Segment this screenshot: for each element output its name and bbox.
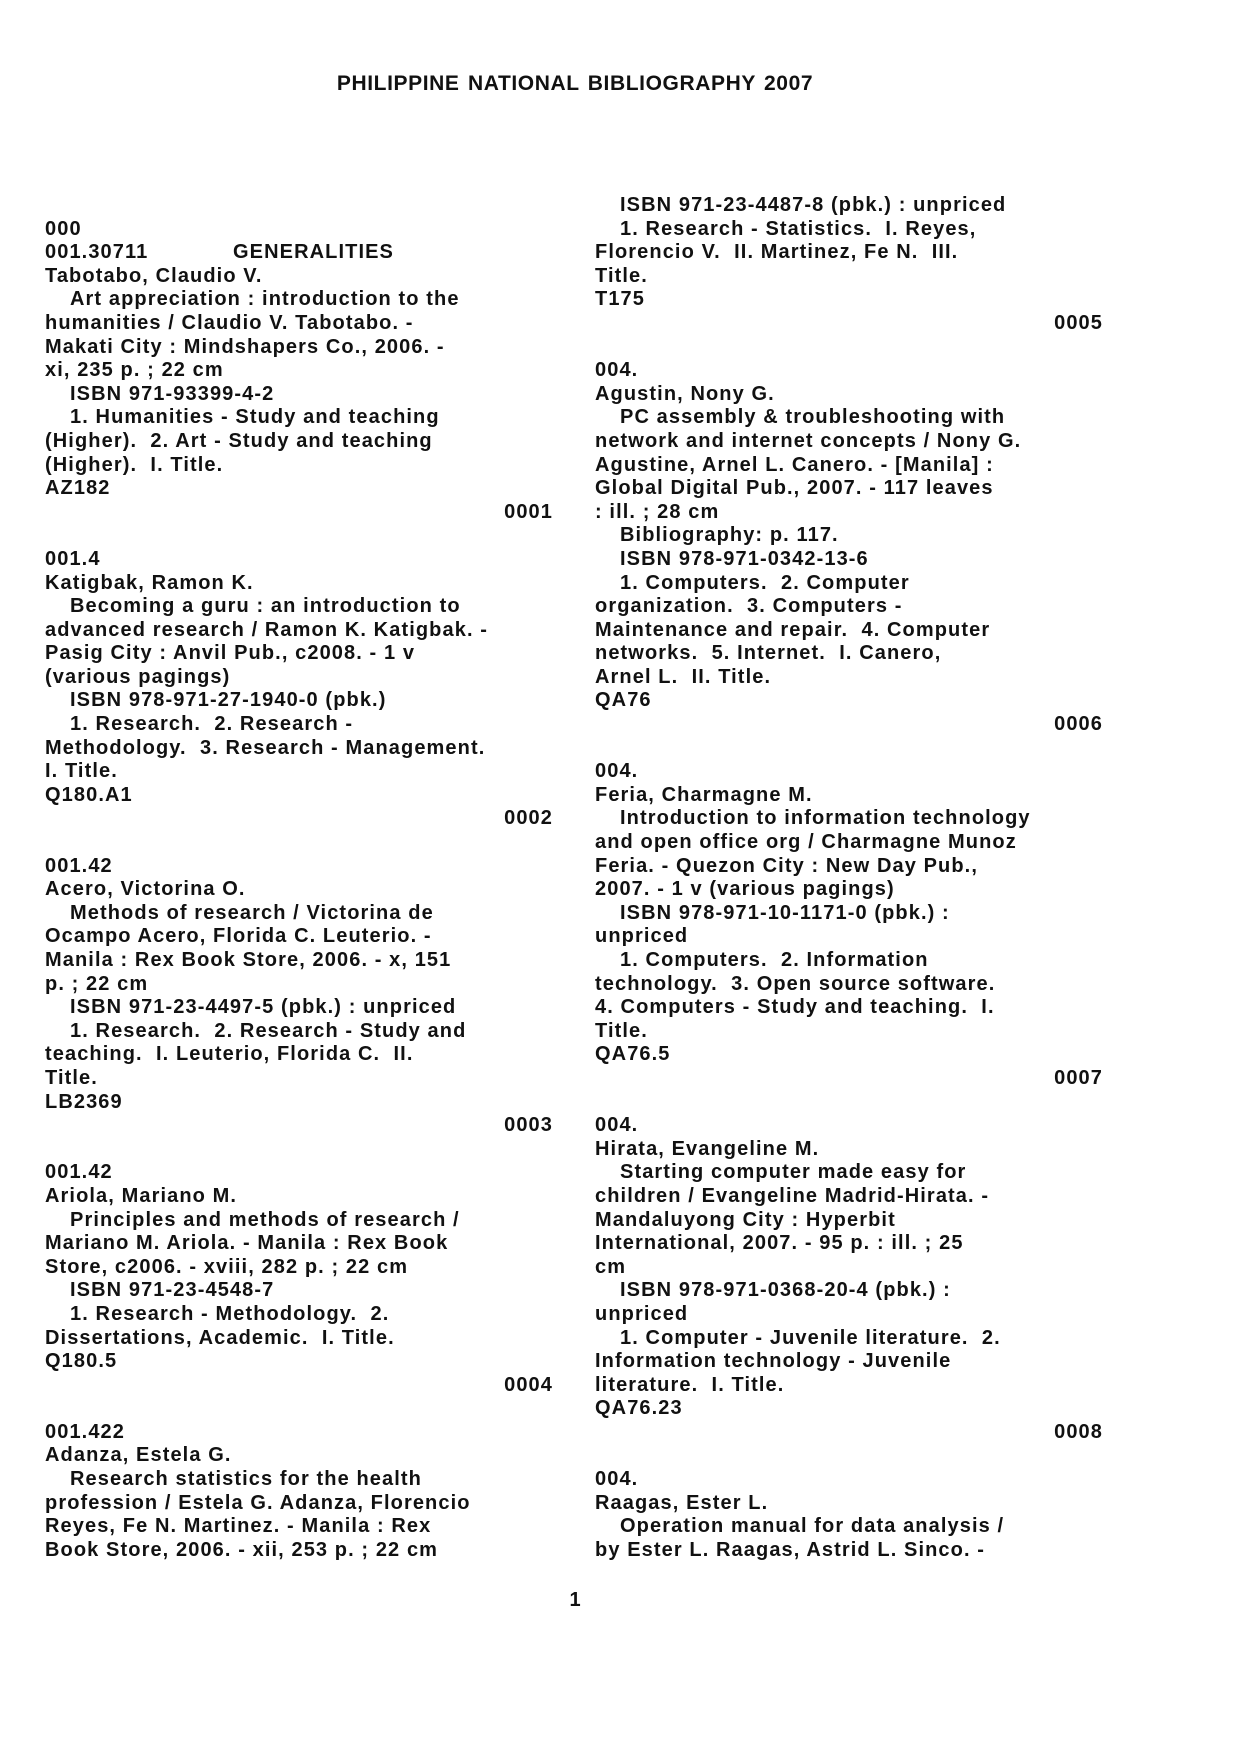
right-entries <box>595 194 1103 1562</box>
entry-line: Book Store, 2006. - xii, 253 p. ; 22 cm <box>45 1538 439 1561</box>
entry-line: T175 <box>595 288 645 311</box>
entry-line: AZ182 <box>45 477 111 500</box>
entry-line <box>595 737 1103 761</box>
left-entries <box>45 218 553 1563</box>
entry-line: and open office org / Charmagne Munoz <box>595 831 1017 854</box>
entry-line: 001.422 <box>45 1420 125 1443</box>
entry-line: Research statistics for the health <box>70 1468 422 1491</box>
entry-line: Adanza, Estela G. <box>45 1444 232 1467</box>
entry-line: networks. 5. Internet. I. Canero, <box>595 642 942 665</box>
entry-line: teaching. I. Leuterio, Florida C. II. <box>45 1043 414 1066</box>
entry-line: 1. Research. 2. Research - Study and <box>70 1019 467 1042</box>
entry-line: (Higher). I. Title. <box>45 453 224 476</box>
entry-line: technology. 3. Open source software. <box>595 972 996 995</box>
entry-line: Title. <box>595 264 648 287</box>
entry-line: ISBN 978-971-0342-13-6 <box>620 547 869 570</box>
page-title: PHILIPPINE NATIONAL BIBLIOGRAPHY 2007 <box>336 72 814 95</box>
entry-line: Katigbak, Ramon K. <box>45 571 254 594</box>
entry-line: Principles and methods of research / <box>70 1208 460 1231</box>
entry-line: 1. Computer - Juvenile literature. 2. <box>620 1326 1001 1349</box>
entry-line: organization. 3. Computers - <box>595 595 903 618</box>
entry-line <box>595 1444 1103 1468</box>
entry-number: 0002 <box>504 807 553 830</box>
entry-line: Q180.A1 <box>45 783 133 806</box>
entry-line: Acero, Victorina O. <box>45 878 246 901</box>
entry-line: ISBN 971-93399-4-2 <box>70 382 275 405</box>
entry-line: literature. I. Title. <box>595 1373 785 1396</box>
entry-line: Art appreciation : introduction to the <box>70 288 460 311</box>
entry-line: 001.4 <box>45 547 101 570</box>
entry-line: Ocampo Acero, Florida C. Leuterio. - <box>45 925 432 948</box>
entry-line: Methods of research / Victorina de <box>70 901 434 924</box>
entry-line: Store, c2006. - xviii, 282 p. ; 22 cm <box>45 1255 409 1278</box>
entry-line: International, 2007. - 95 p. : ill. ; 25 <box>595 1232 964 1255</box>
entry-number: 0007 <box>1054 1066 1103 1089</box>
entry-line: QA76.23 <box>595 1397 683 1420</box>
entry-line: Information technology - Juvenile <box>595 1350 952 1373</box>
entry-line: QA76.5 <box>595 1043 671 1066</box>
entry-line: I. Title. <box>45 760 118 783</box>
entry-line: Title. <box>45 1066 98 1089</box>
entry-line <box>595 336 1103 360</box>
entry-line: ISBN 971-23-4497-5 (pbk.) : unpriced <box>70 996 457 1019</box>
entry-line: (Higher). 2. Art - Study and teaching <box>45 429 433 452</box>
entry-line: xi, 235 p. ; 22 cm <box>45 359 224 382</box>
entry-line: Title. <box>595 1019 648 1042</box>
entry-line: 004. <box>595 359 639 382</box>
entry-line: unpriced <box>595 1302 689 1325</box>
entry-line: 001.30711 <box>45 241 149 264</box>
entry-line: Maintenance and repair. 4. Computer <box>595 618 991 641</box>
entry-line: humanities / Claudio V. Tabotabo. - <box>45 311 414 334</box>
entry-line: 1. Research. 2. Research - <box>70 713 354 736</box>
entry-line: Hirata, Evangeline M. <box>595 1137 820 1160</box>
entry-number: 0006 <box>1054 713 1103 736</box>
entry-line: 001.42 <box>45 1161 113 1184</box>
entry-line: network and internet concepts / Nony G. <box>595 429 1022 452</box>
entry-line: Dissertations, Academic. I. Title. <box>45 1326 395 1349</box>
entry-line: 4. Computers - Study and teaching. I. <box>595 996 995 1019</box>
entry-line <box>595 1091 1103 1115</box>
entry-line: Global Digital Pub., 2007. - 117 leaves <box>595 477 994 500</box>
entry-number: 0008 <box>1054 1420 1103 1443</box>
entry-line: Tabotabo, Claudio V. <box>45 264 263 287</box>
entry-number: 0003 <box>504 1114 553 1137</box>
entry-line: profession / Estela G. Adanza, Florencio <box>45 1491 471 1514</box>
entry-line: children / Evangeline Madrid-Hirata. - <box>595 1184 990 1207</box>
entry-line: Agustine, Arnel L. Canero. - [Manila] : <box>595 453 994 476</box>
entry-line <box>45 524 553 548</box>
entry-line: Makati City : Mindshapers Co., 2006. - <box>45 335 445 358</box>
entry-line: Manila : Rex Book Store, 2006. - x, 151 <box>45 949 452 971</box>
left-column <box>45 194 553 1562</box>
entry-line: PC assembly & troubleshooting with <box>620 406 1006 429</box>
entry-line: QA76 <box>595 689 652 712</box>
entry-line: 1. Humanities - Study and teaching <box>70 406 440 429</box>
entry-line <box>45 831 553 855</box>
section-title: GENERALITIES <box>233 241 394 264</box>
entry-line: 004. <box>595 1114 639 1137</box>
entry-line: Mariano M. Ariola. - Manila : Rex Book <box>45 1232 449 1255</box>
page-number: 1 <box>569 1589 581 1611</box>
section-code: 000 <box>45 217 82 240</box>
entry-line: Bibliography: p. 117. <box>620 524 839 547</box>
entry-line: unpriced <box>595 925 689 948</box>
entry-line <box>45 1397 553 1421</box>
entry-line: Pasig City : Anvil Pub., c2008. - 1 v <box>45 642 416 665</box>
entry-line: LB2369 <box>45 1090 123 1113</box>
entry-line: : ill. ; 28 cm <box>595 500 720 523</box>
entry-line <box>45 218 553 242</box>
entry-line: by Ester L. Raagas, Astrid L. Sinco. - <box>595 1538 986 1561</box>
entry-line: Q180.5 <box>45 1350 118 1373</box>
entry-line: Methodology. 3. Research - Management. <box>45 736 486 759</box>
entry-line: p. ; 22 cm <box>45 972 149 995</box>
entry-line <box>45 1138 553 1162</box>
entry-line: Mandaluyong City : Hyperbit <box>595 1208 896 1231</box>
entry-line: Starting computer made easy for <box>620 1161 967 1184</box>
entry-line: 1. Research - Statistics. I. Reyes, <box>620 217 977 240</box>
entry-line: Feria. - Quezon City : New Day Pub., <box>595 854 978 877</box>
entry-line: (various pagings) <box>45 665 231 688</box>
entry-number: 0005 <box>1054 311 1103 334</box>
entry-line: cm <box>595 1255 627 1278</box>
entry-number: 0001 <box>504 500 553 523</box>
entry-line: 001.42 <box>45 854 113 877</box>
right-column <box>595 194 1103 1562</box>
entry-line: Operation manual for data analysis / <box>620 1515 1005 1538</box>
entry-line: 1. Computers. 2. Computer <box>620 571 910 594</box>
entry-line: Florencio V. II. Martinez, Fe N. III. <box>595 241 959 264</box>
entry-line: ISBN 971-23-4548-7 <box>70 1279 275 1302</box>
entry-line: ISBN 978-971-0368-20-4 (pbk.) : <box>620 1279 951 1302</box>
entry-line: ISBN 978-971-27-1940-0 (pbk.) <box>70 689 387 712</box>
entry-line: Becoming a guru : an introduction to <box>70 595 461 618</box>
entry-line: ISBN 978-971-10-1171-0 (pbk.) : <box>620 901 950 924</box>
entry-line: 1. Computers. 2. Information <box>620 949 929 971</box>
entry-line: Agustin, Nony G. <box>595 382 775 405</box>
entry-line: advanced research / Ramon K. Katigbak. - <box>45 618 489 641</box>
entry-line: Ariola, Mariano M. <box>45 1184 238 1207</box>
entry-line: 004. <box>595 1468 639 1491</box>
entry-line: ISBN 971-23-4487-8 (pbk.) : unpriced <box>620 194 1007 216</box>
entry-line: 1. Research - Methodology. 2. <box>70 1302 390 1325</box>
entry-line: 2007. - 1 v (various pagings) <box>595 878 895 901</box>
entry-line: Raagas, Ester L. <box>595 1491 769 1514</box>
entry-line: Reyes, Fe N. Martinez. - Manila : Rex <box>45 1515 432 1538</box>
entry-line: Introduction to information technology <box>620 807 1031 830</box>
entry-number: 0004 <box>504 1373 553 1396</box>
entry-line: Arnel L. II. Title. <box>595 665 772 688</box>
entry-line: Feria, Charmagne M. <box>595 783 813 806</box>
entry-line: 004. <box>595 760 639 783</box>
